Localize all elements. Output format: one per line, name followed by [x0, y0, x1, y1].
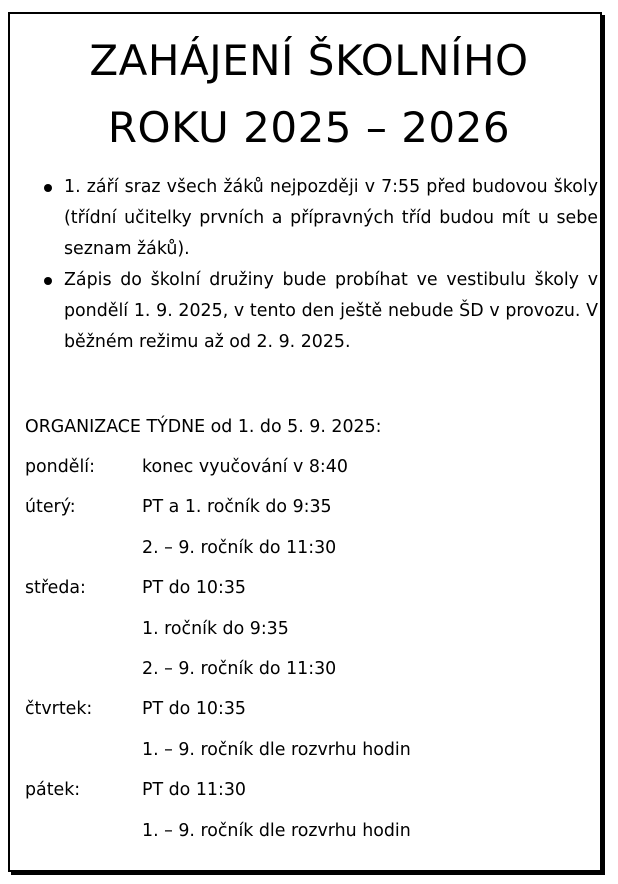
announcement-list	[42, 172, 598, 358]
schedule-entry: PT a 1. ročník do 9:35	[142, 497, 332, 518]
schedule-row	[25, 495, 595, 535]
announcement-text: Zápis do školní družiny bude probíhat ve vestibulu školy v pondělí 1. 9. 2025, v tento den ještě nebude ŠD v provozu. V běžném režimu až od 2. 9. 2025.	[64, 270, 598, 352]
schedule-day: pondělí:	[25, 457, 95, 477]
schedule-row	[25, 819, 595, 859]
schedule-day: středa:	[25, 578, 86, 599]
schedule-entry: 2. – 9. ročník do 11:30	[142, 537, 337, 558]
bullet-icon	[44, 184, 52, 192]
schedule-entry: 1. ročník do 9:35	[142, 618, 289, 639]
schedule-row	[25, 576, 595, 616]
schedule-day: úterý:	[25, 497, 76, 518]
schedule-list	[25, 455, 595, 859]
schedule-entry: PT do 10:35	[142, 578, 246, 599]
schedule-row	[25, 617, 595, 657]
page-title-line-2: ROKU 2025 – 2026	[107, 103, 511, 152]
bullet-icon	[44, 277, 52, 285]
schedule-day: čtvrtek:	[25, 699, 93, 720]
schedule-entry: PT do 10:35	[142, 699, 246, 720]
schedule-row	[25, 738, 595, 778]
schedule-entry: 2. – 9. ročník do 11:30	[142, 658, 337, 679]
announcement-text: 1. září sraz všech žáků nejpozději v 7:55 před budovou školy (třídní učitelky prvních a přípravných tříd budou mít u sebe seznam žáků).	[64, 177, 598, 259]
organization-heading: ORGANIZACE TÝDNE od 1. do 5. 9. 2025:	[25, 417, 382, 437]
schedule-day: pátek:	[25, 780, 81, 801]
schedule-entry: 1. – 9. ročník dle rozvrhu hodin	[142, 739, 411, 760]
schedule-entry: konec vyučování v 8:40	[142, 457, 348, 477]
schedule-row	[25, 536, 595, 576]
schedule-entry: 1. – 9. ročník dle rozvrhu hodin	[142, 820, 411, 841]
page-title-line-1: ZAHÁJENÍ ŠKOLNÍHO	[89, 36, 529, 85]
schedule-entry: PT do 11:30	[142, 780, 246, 801]
schedule-row	[25, 657, 595, 697]
schedule-row	[25, 697, 595, 737]
schedule-row	[25, 455, 595, 495]
schedule-row	[25, 778, 595, 818]
announcement-item	[42, 265, 598, 358]
announcement-item	[42, 172, 598, 265]
